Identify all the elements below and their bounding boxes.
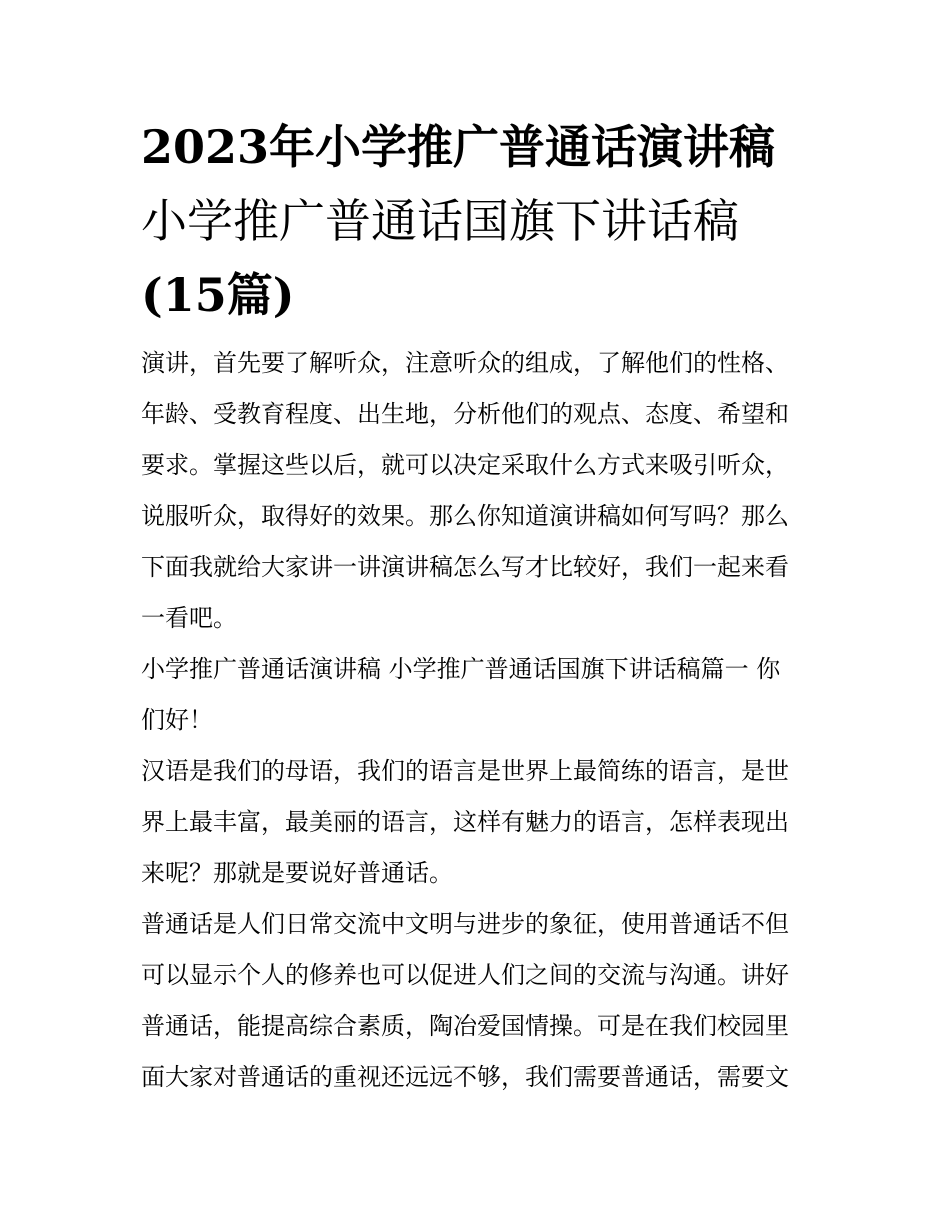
text-line: 下面我就给大家讲一讲演讲稿怎么写才比较好，我们一起来看	[141, 553, 789, 581]
text-line: 小学推广普通话演讲稿 小学推广普通话国旗下讲话稿篇一 你	[141, 655, 781, 683]
text-line: 界上最丰富，最美丽的语言，这样有魅力的语言，怎样表现出	[141, 808, 789, 836]
text-line: 说服听众，取得好的效果。那么你知道演讲稿如何写吗？那么	[141, 502, 789, 530]
text-line: 年龄、受教育程度、出生地，分析他们的观点、态度、希望和	[141, 400, 789, 428]
paragraph-mandarin	[141, 899, 811, 1103]
title-line-1: 2023年小学推广普通话演讲稿	[141, 120, 776, 174]
paragraph-mother-tongue	[141, 746, 811, 899]
text-line: 一看吧。	[141, 604, 237, 632]
title-line-3: (15篇)	[141, 268, 295, 322]
text-line: 要求。掌握这些以后，就可以决定采取什么方式来吸引听众，	[141, 451, 789, 479]
text-line: 可以显示个人的修养也可以促进人们之间的交流与沟通。讲好	[141, 961, 789, 989]
text-line: 普通话是人们日常交流中文明与进步的象征，使用普通话不但	[141, 910, 789, 938]
document-title	[141, 110, 811, 332]
text-line: 汉语是我们的母语，我们的语言是世界上最简练的语言，是世	[141, 757, 789, 785]
document-body	[141, 338, 811, 1103]
paragraph-intro	[141, 338, 811, 644]
paragraph-greeting	[141, 644, 811, 746]
text-line: 普通话，能提高综合素质，陶冶爱国情操。可是在我们校园里	[141, 1012, 789, 1040]
text-line: 来呢？那就是要说好普通话。	[141, 859, 453, 887]
text-line: 面大家对普通话的重视还远远不够，我们需要普通话，需要文	[141, 1063, 789, 1091]
text-line: 演讲，首先要了解听众，注意听众的组成，了解他们的性格、	[141, 349, 789, 377]
title-line-2: 小学推广普通话国旗下讲话稿	[141, 194, 739, 248]
text-line: 们好！	[141, 706, 213, 734]
document-page	[141, 110, 811, 1103]
